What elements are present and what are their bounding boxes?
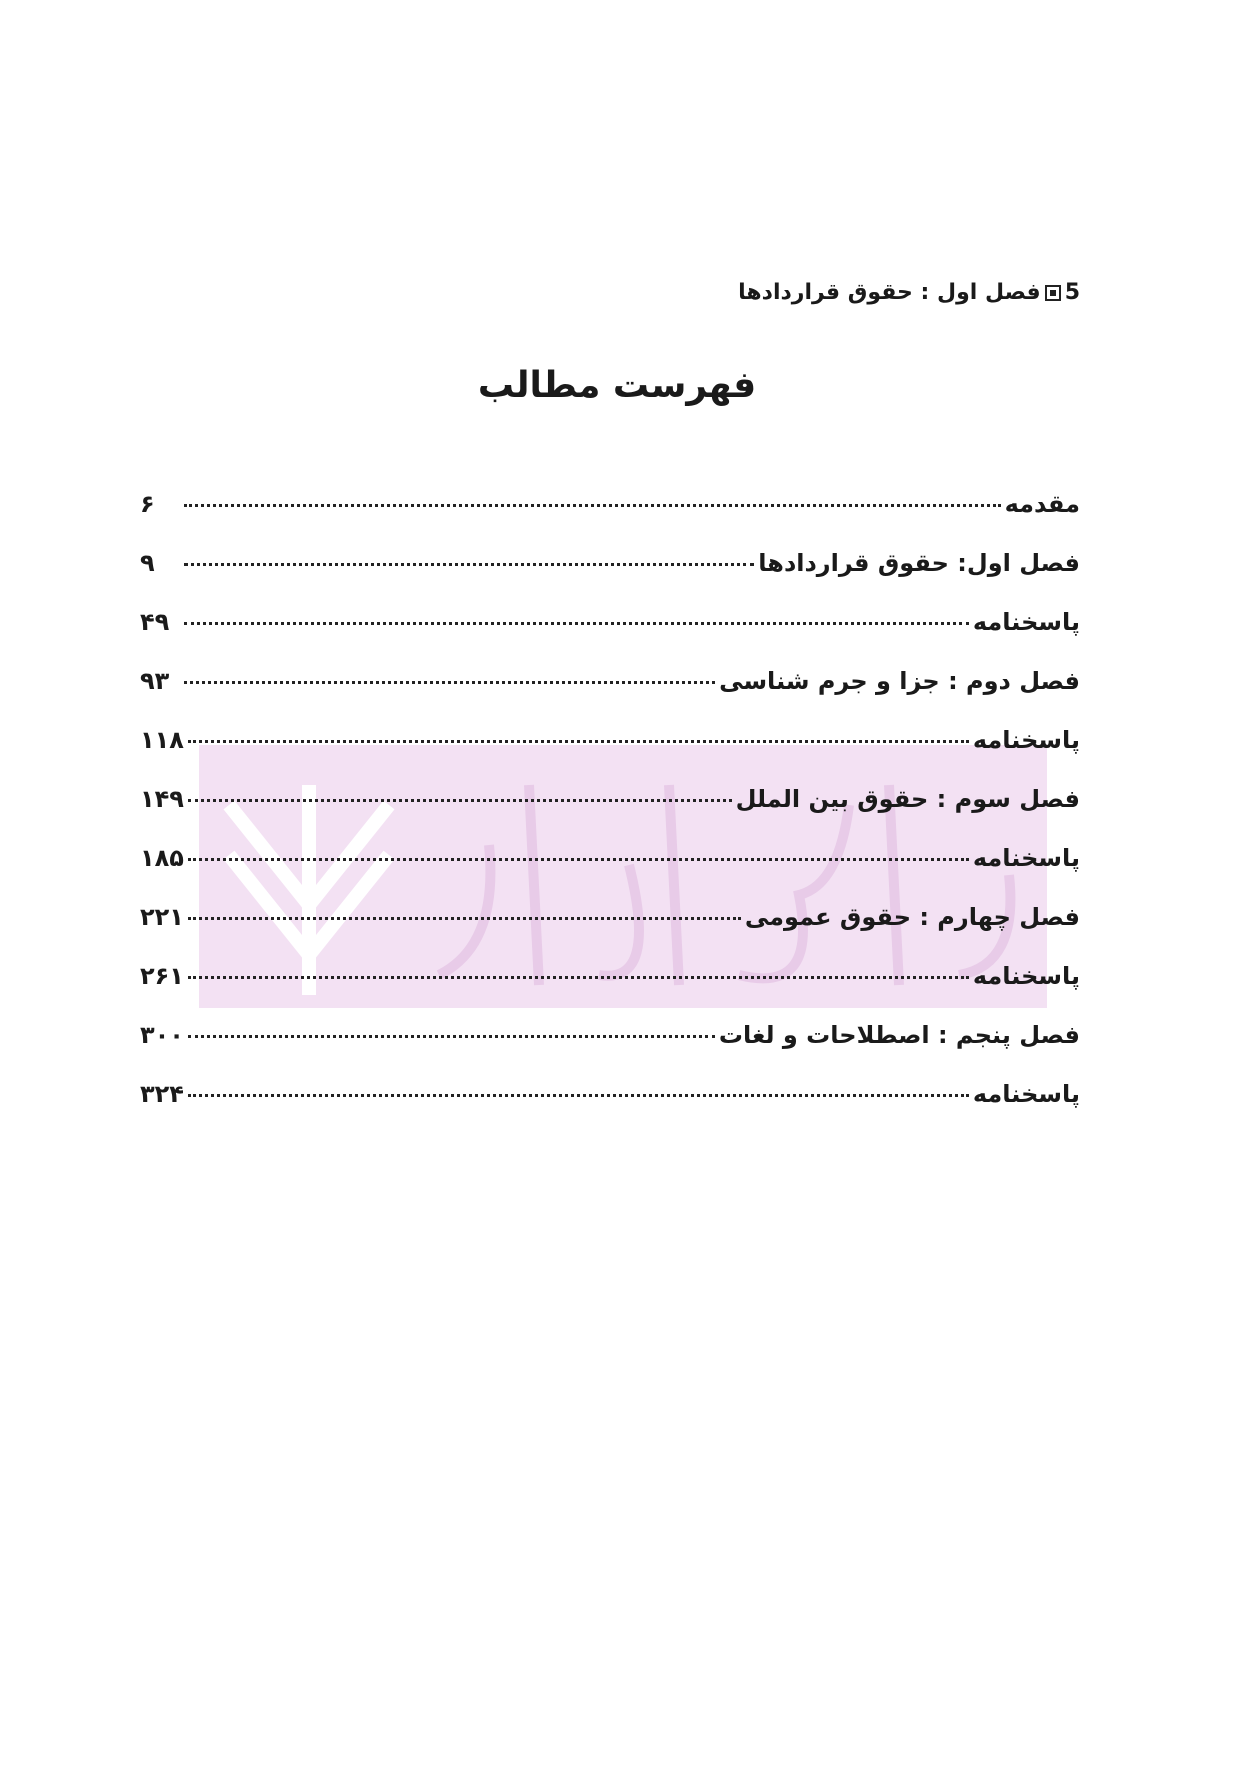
dot-leader: [188, 1035, 715, 1038]
chapter-heading: فصل اول : حقوق قراردادها: [738, 280, 1041, 305]
toc-entry-page: ۲۶۱: [140, 962, 184, 990]
toc-entry-page: ۹۳: [140, 667, 170, 695]
dot-leader: [184, 681, 715, 684]
toc-entry-label: پاسخنامه: [972, 726, 1080, 754]
page-number: 5: [1064, 280, 1080, 305]
toc-entry[interactable]: [140, 844, 1080, 903]
toc-entry-label: پاسخنامه: [972, 962, 1080, 990]
toc-entry-page: ۱۴۹: [140, 785, 184, 813]
toc-entry-label: پاسخنامه: [972, 1080, 1080, 1108]
toc-entry-page: ۹: [140, 549, 155, 577]
toc-entry[interactable]: [140, 490, 1080, 549]
toc-entry-label: پاسخنامه: [972, 844, 1080, 872]
table-of-contents: [140, 490, 1080, 1139]
dot-leader: [188, 799, 732, 802]
dot-leader: [188, 740, 969, 743]
toc-entry-page: ۲۲۱: [140, 903, 184, 931]
toc-entry-page: ۴۹: [140, 608, 170, 636]
toc-entry-label: فصل چهارم : حقوق عمومی: [744, 903, 1080, 931]
toc-entry-label: فصل پنجم : اصطلاحات و لغات: [718, 1021, 1080, 1049]
toc-entry-label: فصل دوم : جزا و جرم شناسی: [719, 667, 1080, 695]
toc-entry[interactable]: [140, 726, 1080, 785]
toc-entry-page: ۳۰۰: [140, 1021, 184, 1049]
dot-leader: [184, 563, 754, 566]
toc-entry-label: فصل اول: حقوق قراردادها: [758, 549, 1080, 577]
toc-entry[interactable]: [140, 608, 1080, 667]
toc-entry[interactable]: [140, 1080, 1080, 1139]
toc-entry[interactable]: [140, 667, 1080, 726]
toc-entry-page: ۳۲۴: [140, 1080, 184, 1108]
toc-entry-label: پاسخنامه: [972, 608, 1080, 636]
toc-entry-page: ۱۱۸: [140, 726, 184, 754]
dot-leader: [184, 504, 1001, 507]
dot-leader: [188, 1094, 969, 1097]
page-title: فهرست مطالب: [477, 365, 757, 406]
dot-leader: [188, 976, 969, 979]
dot-leader: [188, 858, 969, 861]
toc-entry-label: مقدمه: [1004, 490, 1080, 518]
toc-entry[interactable]: [140, 549, 1080, 608]
square-ornament-icon: [1045, 285, 1061, 301]
toc-entry-label: فصل سوم : حقوق بین الملل: [735, 785, 1080, 813]
toc-entry[interactable]: [140, 1021, 1080, 1080]
toc-entry[interactable]: [140, 903, 1080, 962]
dot-leader: [184, 622, 969, 625]
toc-entry-page: ۱۸۵: [140, 844, 184, 872]
running-head: [738, 280, 1080, 305]
toc-entry[interactable]: [140, 962, 1080, 1021]
dot-leader: [188, 917, 741, 920]
toc-entry-page: ۶: [140, 490, 155, 518]
toc-entry[interactable]: [140, 785, 1080, 844]
